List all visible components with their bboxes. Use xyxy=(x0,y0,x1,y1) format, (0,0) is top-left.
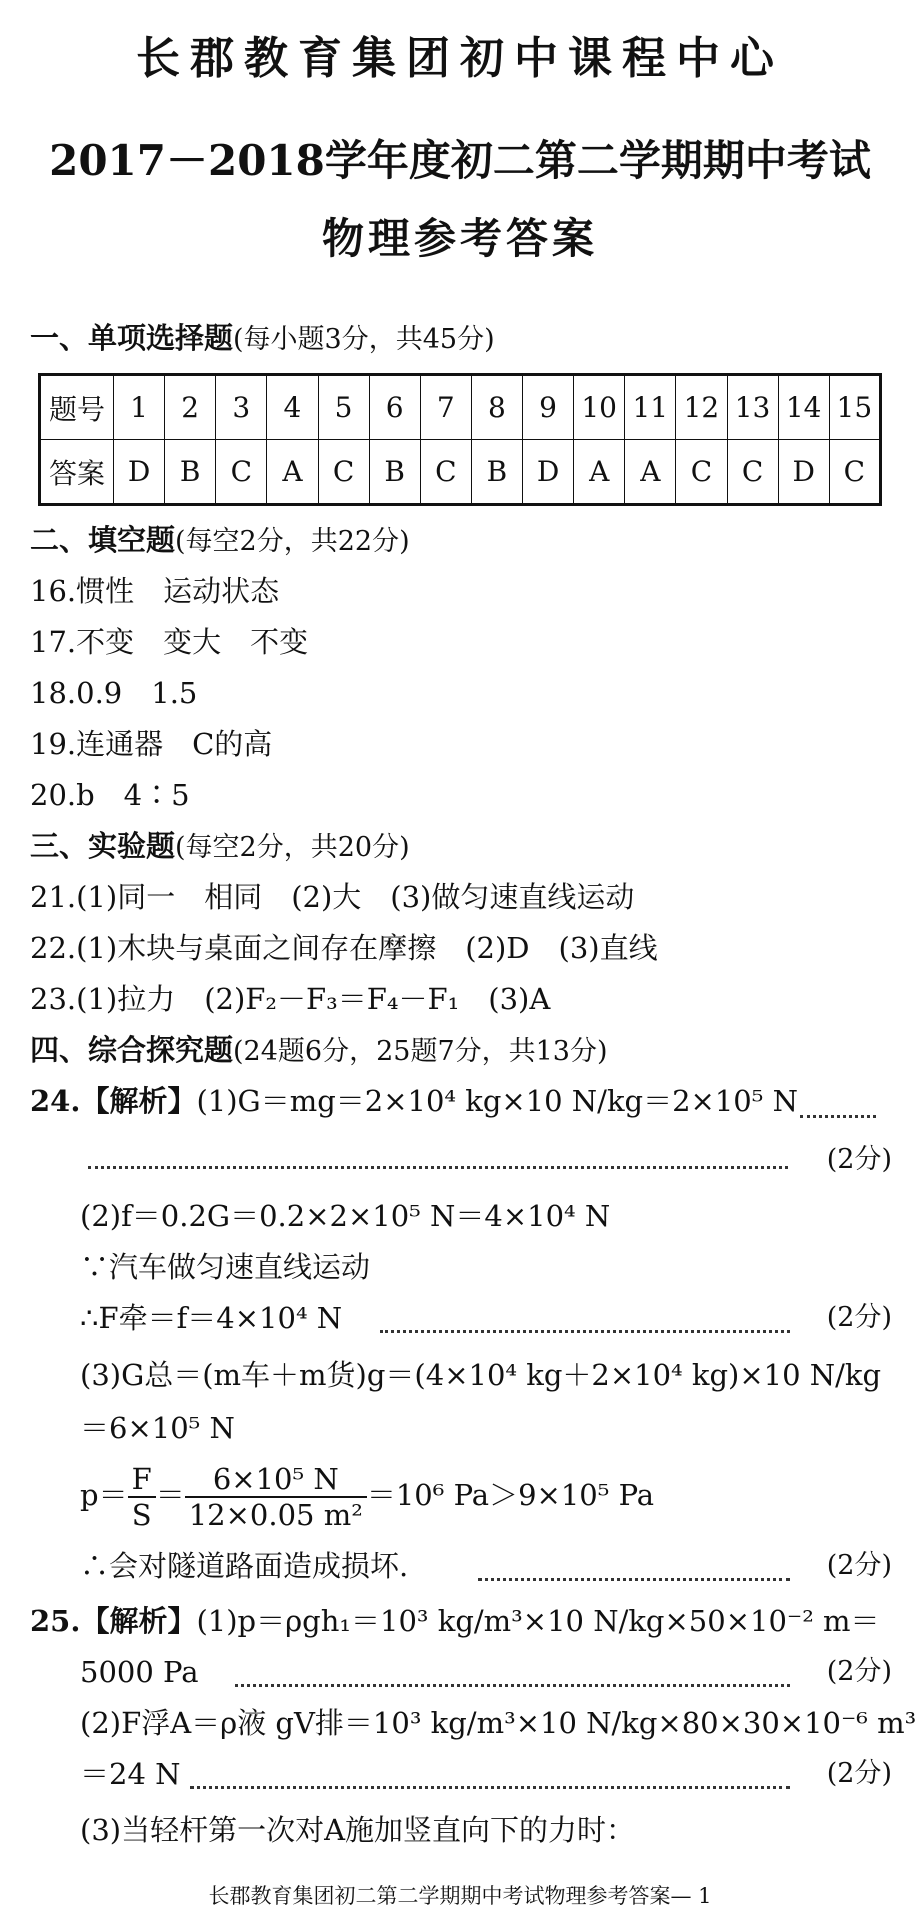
answer-cell: D xyxy=(114,440,165,505)
row-label-number: 题号 xyxy=(40,375,114,440)
answer-cell: C xyxy=(727,440,778,505)
question-number-cell: 15 xyxy=(829,375,880,440)
question-number-cell: 2 xyxy=(165,375,216,440)
question-number-cell: 10 xyxy=(574,375,625,440)
dot-leader xyxy=(190,1786,790,1789)
answer-cell: D xyxy=(778,440,829,505)
question-number-cell: 5 xyxy=(318,375,369,440)
answer-cell: A xyxy=(574,440,625,505)
question-number-cell: 9 xyxy=(523,375,574,440)
answer-cell: D xyxy=(523,440,574,505)
q25-line-4: ＝24 N xyxy=(80,1757,181,1791)
answer-q16: 16.惯性 运动状态 xyxy=(30,574,280,608)
answer-q20: 20.b 4∶5 xyxy=(30,778,190,812)
question-number-cell: 4 xyxy=(267,375,318,440)
dot-leader xyxy=(380,1330,790,1333)
question-number-cell: 12 xyxy=(676,375,727,440)
question-number-cell: 8 xyxy=(471,375,522,440)
question-number-cell: 6 xyxy=(369,375,420,440)
question-number-cell: 1 xyxy=(114,375,165,440)
q24-line-8: p＝ $\frac{F}{S}$ ＝ $\frac{\text{6×10⁵ N}}{\text{12×0.05 m²}}$ ＝10⁶ Pa＞9×10⁵ Pa xyxy=(80,1462,655,1532)
q25-line-1: 25.【解析】(1)p＝ρgh₁＝10³ kg/m³×10 N/kg×50×10⁻² m＝ xyxy=(30,1604,880,1638)
answer-table xyxy=(38,373,882,506)
points-label: (2分) xyxy=(826,1758,892,1789)
answer-q18: 18.0.9 1.5 xyxy=(30,676,198,710)
row-label-answer: 答案 xyxy=(40,440,114,505)
org-title: 长郡教育集团初中课程中心 xyxy=(136,33,784,84)
points-label: (2分) xyxy=(826,1550,892,1581)
dot-leader xyxy=(235,1684,790,1687)
answer-q23: 23.(1)拉力 (2)F₂－F₃＝F₄－F₁ (3)A xyxy=(30,982,551,1016)
answer-cell: B xyxy=(165,440,216,505)
section-4-heading: 四、综合探究题(24题6分，25题7分，共13分) xyxy=(30,1033,608,1067)
q25-line-5: (3)当轻杆第一次对A施加竖直向下的力时： xyxy=(80,1813,636,1847)
section-2-heading: 二、填空题(每空2分，共22分) xyxy=(30,523,410,557)
answer-cell: C xyxy=(676,440,727,505)
answer-cell: A xyxy=(625,440,676,505)
question-number-cell: 13 xyxy=(727,375,778,440)
section-3-heading: 三、实验题(每空2分，共20分) xyxy=(30,829,410,863)
answer-cell: C xyxy=(216,440,267,505)
answer-cell: C xyxy=(318,440,369,505)
q24-line-4: ∵汽车做匀速直线运动 xyxy=(80,1250,371,1284)
q24-line-9: ∴会对隧道路面造成损坏. xyxy=(80,1549,409,1583)
points-label: (2分) xyxy=(826,1144,892,1175)
answer-q19: 19.连通器 C的高 xyxy=(30,727,273,761)
question-number-cell: 11 xyxy=(625,375,676,440)
subject-title: 物理参考答案 xyxy=(321,214,598,263)
q25-line-3: (2)F浮A＝ρ液 gV排＝10³ kg/m³×10 N/kg×80×30×10⁻⁶ m³ xyxy=(80,1706,917,1740)
answer-cell: B xyxy=(471,440,522,505)
answer-cell: C xyxy=(829,440,880,505)
dot-leader xyxy=(800,1115,876,1118)
answer-q21: 21.(1)同一 相同 (2)大 (3)做匀速直线运动 xyxy=(30,880,635,914)
table-row-numbers xyxy=(40,375,881,440)
answer-cell: C xyxy=(420,440,471,505)
question-number-cell: 7 xyxy=(420,375,471,440)
q24-line-1: 24.【解析】(1)G＝mg＝2×10⁴ kg×10 N/kg＝2×10⁵ N xyxy=(30,1084,798,1118)
answer-q17: 17.不变 变大 不变 xyxy=(30,625,309,659)
q24-line-5: ∴F牵＝f＝4×10⁴ N xyxy=(80,1301,343,1335)
page-footer: 长郡教育集团初二第二学期期中考试物理参考答案— 1 xyxy=(208,1884,712,1908)
section-1-heading: 一、单项选择题(每小题3分，共45分) xyxy=(30,321,495,355)
points-label: (2分) xyxy=(826,1302,892,1333)
answer-cell: B xyxy=(369,440,420,505)
answer-cell: A xyxy=(267,440,318,505)
points-label: (2分) xyxy=(826,1656,892,1687)
table-row-answers xyxy=(40,440,881,505)
question-number-cell: 3 xyxy=(216,375,267,440)
q25-line-2: 5000 Pa xyxy=(80,1655,199,1689)
q24-line-7: ＝6×10⁵ N xyxy=(80,1411,235,1445)
exam-title: 2017－2018学年度初二第二学期期中考试 xyxy=(49,136,871,185)
q24-line-3: (2)f＝0.2G＝0.2×2×10⁵ N＝4×10⁴ N xyxy=(80,1199,611,1233)
answer-q22: 22.(1)木块与桌面之间存在摩擦 (2)D (3)直线 xyxy=(30,931,658,965)
dot-leader xyxy=(88,1166,788,1169)
dot-leader xyxy=(478,1578,790,1581)
q24-line-6: (3)G总＝(m车＋m货)g＝(4×10⁴ kg＋2×10⁴ kg)×10 N/kg xyxy=(80,1358,882,1392)
fraction-f-over-s: $\frac{F}{S}$ xyxy=(128,1462,156,1532)
fraction-pressure: $\frac{\text{6×10⁵ N}}{\text{12×0.05 m²}}$ xyxy=(185,1462,367,1532)
question-number-cell: 14 xyxy=(778,375,829,440)
